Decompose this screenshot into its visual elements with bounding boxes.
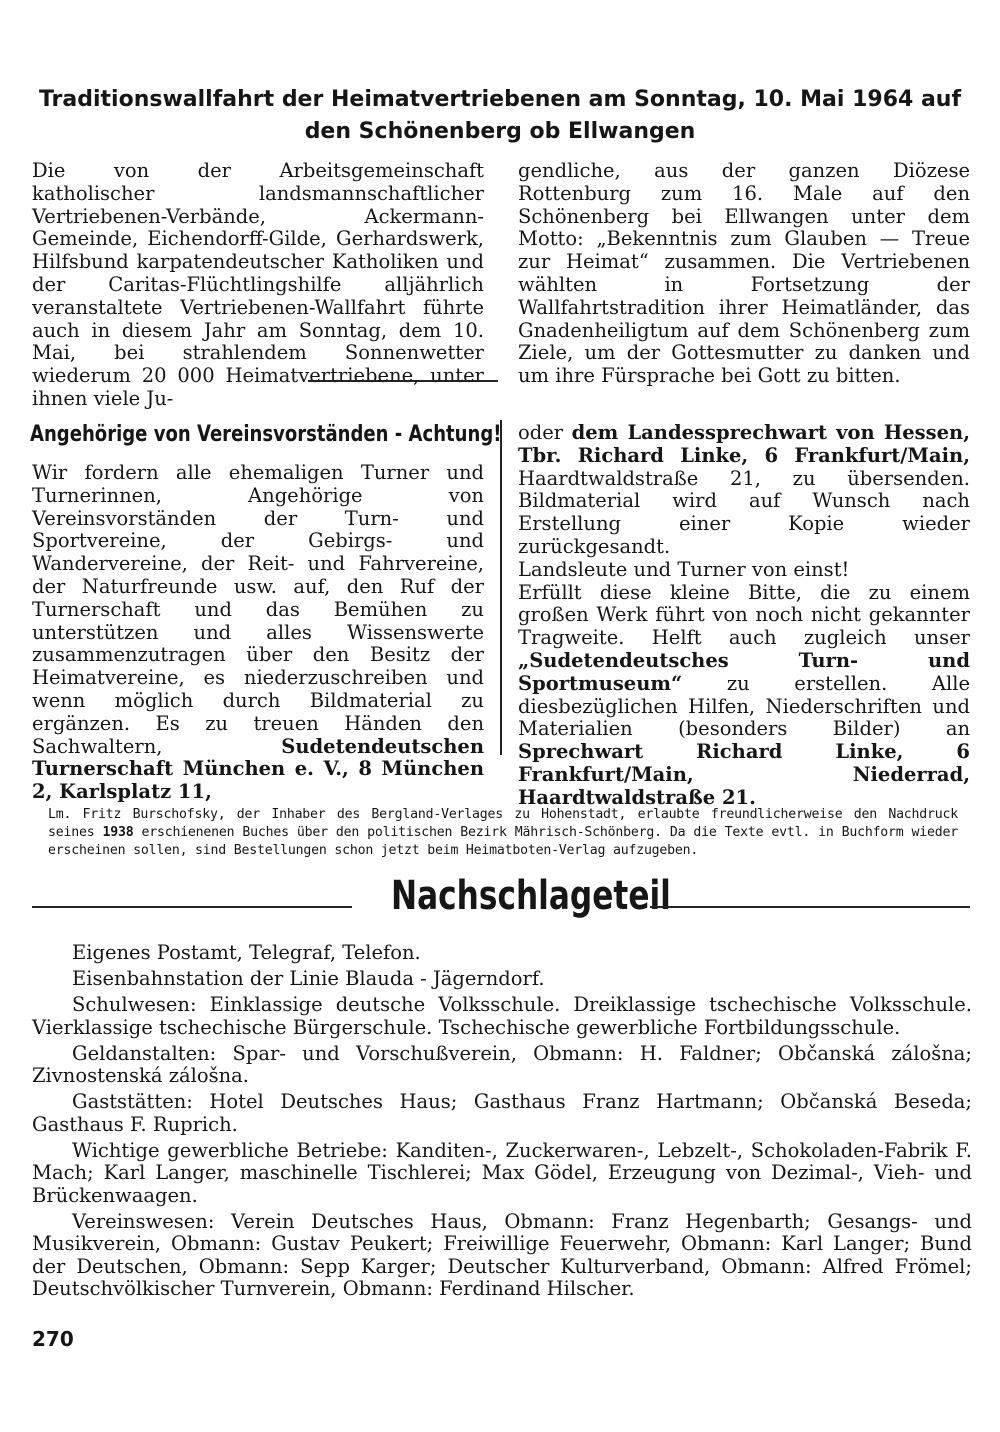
nachschlageteil-title: Nachschlageteil — [391, 873, 671, 919]
entry-eisenbahn: Eisenbahnstation der Linie Blauda - Jägerndorf. — [72, 967, 545, 990]
article1-text-left: Die von der Arbeitsgemeinschaft katholischer landsmannschaftlicher Vertriebenen-Verbände, Ackermann-Gemeinde, Eichendorff-Gilde, Gerhardswerk, Hilfsbund karpatendeutscher Katholiken und der Caritas-Flüchtlingshilfe alljährlich veranstaltete Vertriebenen-Wallfahrt führte auch in diesem Jahr am Sonntag, dem 10. Mai, bei strahlendem Sonnenwetter wiederum 20 000 Heimatvertriebene, unter ihnen viele Ju- — [32, 159, 484, 410]
article1-column-right — [518, 160, 970, 388]
article1-headline: Traditionswallfahrt der Heimatvertriebenen am Sonntag, 10. Mai 1964 auf den Schönenberg ob Ellwangen — [38, 87, 962, 144]
entry-postamt: Eigenes Postamt, Telegraf, Telefon. — [72, 941, 421, 964]
entry-gaststaetten: Gaststätten: Hotel Deutsches Haus; Gasthaus Franz Hartmann; Občanská Beseda; Gasthaus F. Ruprich. — [32, 1090, 972, 1136]
entry-geldanstalten: Geldanstalten: Spar- und Vorschußverein, Obmann: H. Faldner; Občanská zálošna; Zivnostenská zálošna. — [32, 1041, 972, 1087]
address-landessprechwart: dem Landessprechwart von Hessen, Tbr. Richard Linke, 6 Frankfurt/Main, — [518, 421, 970, 467]
title-rule-right — [650, 906, 970, 908]
section-divider — [308, 380, 498, 382]
nachschlageteil-entries — [32, 942, 972, 1304]
article2-text-left: Wir fordern alle ehemaligen Turner und Turnerinnen, Angehörige von Vereinsvorständen der Turn- und Sportvereine, der Gebirgs- und Wandervereine, der Reit- und Fahrvereine, der Naturfreunde usw. auf, den Ruf der Turnerschaft und das Bemühen zu unterstützen und alles Wissenswerte zusammenzutragen über den Besitz der Heimatvereine, es niederzuschreiben und wenn möglich durch Bildmaterial zu ergänzen. Es zu treuen Händen den Sachwaltern, Sudetendeutschen Turnerschaft München e. V., 8 München 2, Karlsplatz 11, — [32, 461, 484, 804]
article2-column-left — [32, 462, 484, 804]
address-turnerschaft: Sudetendeutschen Turnerschaft München e. V., 8 München 2, Karlsplatz 11, — [32, 734, 484, 804]
article2-text-right-2: Erfüllt diese kleine Bitte, die zu einem großen Werk führt von noch nicht gekannter Tragweite. Helft auch zugleich unser „Sudetendeutsches Turn- und Sportmuseum“ zu erstellen. Alle diesbezüglichen Hilfen, Niederschriften und Materialien (besonders Bilder) an Sprechwart Richard Linke, 6 Frankfurt/Main, Niederrad, Haardtwaldstraße 21. — [518, 580, 970, 809]
entry-betriebe: Wichtige gewerbliche Betriebe: Kanditen-, Zuckerwaren-, Lebzelt-, Schokoladen-Fabrik F. Mach; Karl Langer, maschinelle Tischlerei; Max Gödel, Erzeugung von Dezimal-, Vieh- und Brückenwaagen. — [32, 1138, 972, 1207]
page-number: 270 — [32, 1327, 74, 1351]
publisher-note: Lm. Fritz Burschofsky, der Inhaber des Bergland-Verlages zu Hohenstadt, erlaubte freundlicherweise den Nachdruck seines 1938 erschienenen Buches über den politischen Bezirk Mährisch-Schönberg. Da die Texte evtl. in Buchform wieder erscheinen sollen, sind Bestellungen schon jetzt beim Heimatboten-Verlag aufzugeben. — [48, 807, 958, 858]
article2-appeal: Landsleute und Turner von einst! — [518, 557, 850, 581]
article2-headline: Angehörige von Vereinsvorständen - Achtung! — [30, 422, 502, 447]
entry-schulwesen: Schulwesen: Einklassige deutsche Volksschule. Dreiklassige tschechische Volksschule. Vierklassige tschechische Bürgerschule. Tschechische gewerbliche Fortbildungsschule. — [32, 993, 972, 1039]
address-sprechwart: Sprechwart Richard Linke, 6 Frankfurt/Main, Niederrad, Haardtwaldstraße 21. — [518, 740, 970, 809]
article1-column-left — [32, 160, 484, 411]
title-rule-left — [32, 906, 352, 908]
museum-name: „Sudetendeutsches Turn- und Sportmuseum“ — [518, 648, 970, 695]
column-divider — [500, 420, 502, 755]
article2-text-right-1: oder dem Landessprechwart von Hessen, Tbr. Richard Linke, 6 Frankfurt/Main, Haardtwaldstraße 21, zu übersenden. Bildmaterial wird auf Wunsch nach Erstellung einer Kopie wieder zurückgesandt. — [518, 421, 970, 558]
entry-vereinswesen: Vereinswesen: Verein Deutsches Haus, Obmann: Franz Hegenbarth; Gesangs- und Musikverein, Obmann: Gustav Peukert; Freiwillige Feuerwehr, Obmann: Karl Langer; Bund der Deutschen, Obmann: Sepp Karger; Deutscher Kulturverband, Obmann: Alfred Frömel; Deutschvölkischer Turnverein, Obmann: Ferdinand Hilscher. — [32, 1209, 972, 1300]
article2-column-right — [518, 422, 970, 810]
article1-text-right: gendliche, aus der ganzen Diözese Rottenburg zum 16. Male auf den Schönenberg bei Ellwangen unter dem Motto: „Bekenntnis zum Glauben — Treue zur Heimat“ zusammen. Die Vertriebenen wählten in Fortsetzung der Wallfahrtstradition ihrer Heimatländer, das Gnadenheiligtum auf dem Schönenberg zum Ziele, um der Gottesmutter zu danken und um ihre Fürsprache bei Gott zu bitten. — [518, 159, 970, 388]
